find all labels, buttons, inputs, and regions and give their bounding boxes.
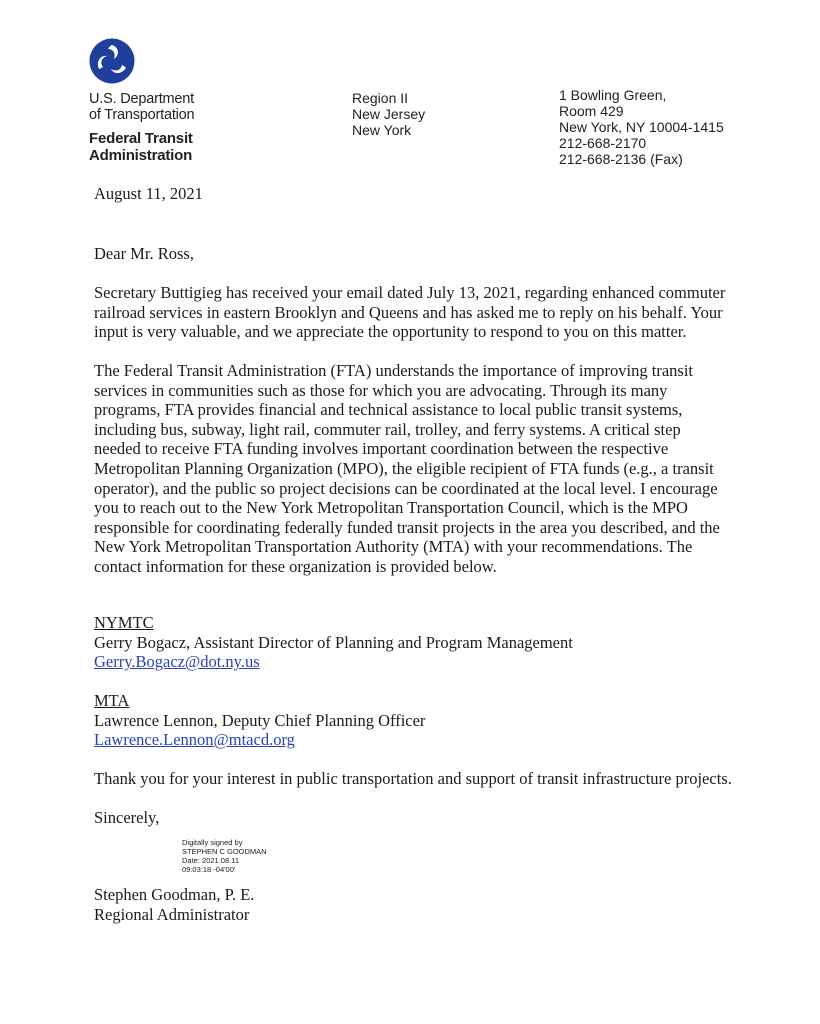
valediction: Sincerely, [94, 808, 160, 827]
region-name: Region II [352, 90, 409, 106]
paragraph-2-line: services in communities such as those for which you are advocating. Through its many [94, 380, 668, 400]
paragraph-2-line: you to reach out to the New York Metropolitan Transportation Council, which is the MPO [94, 498, 688, 518]
paragraph-1-line: railroad services in eastern Brooklyn and Queens and has asked me to reply on his behalf. Your [94, 302, 723, 322]
paragraph-2-line: needed to receive FTA funding involves important coordination between the respective [94, 439, 669, 459]
letter-date: August 11, 2021 [94, 184, 203, 203]
org-agency-line2: Administration [89, 147, 193, 164]
org-agency-line1: Federal Transit [89, 130, 193, 147]
signature-line: Digitally signed by [182, 838, 243, 847]
digital-signature-stamp [182, 838, 267, 874]
signature-date: Date: 2021.08.11 [182, 856, 239, 865]
contact-person: Gerry Bogacz, Assistant Director of Planning and Program Management [94, 632, 573, 652]
org-department-line2: of Transportation [89, 107, 195, 123]
address-fax: 212-668-2136 (Fax) [559, 151, 683, 167]
paragraph-2-line: contact information for these organization is provided below. [94, 556, 497, 576]
org-department-line1: U.S. Department [89, 91, 194, 107]
paragraph-2-line: operator), and the public so project decisions can be coordinated at the local level. I encourage [94, 478, 718, 498]
address-phone: 212-668-2170 [559, 135, 647, 151]
address-street: 1 Bowling Green, [559, 87, 667, 103]
signature-signer: STEPHEN C GOODMAN [182, 847, 267, 856]
closing-paragraph: Thank you for your interest in public transportation and support of transit infrastructure projects. [94, 769, 732, 788]
address-room: Room 429 [559, 103, 624, 119]
signer-name: Stephen Goodman, P. E. [94, 885, 255, 904]
signer-title: Regional Administrator [94, 904, 250, 924]
contact-nymtc [94, 613, 573, 672]
paragraph-2-line: including bus, subway, light rail, commuter rail, trolley, and ferry systems. A critical step [94, 419, 681, 439]
contact-email-link[interactable]: Gerry.Bogacz@dot.ny.us [94, 652, 260, 672]
paragraph-2-line: programs, FTA provides financial and technical assistance to local public transit systems, [94, 400, 683, 420]
signer-block [94, 885, 254, 924]
signature-time: 09:03:18 -04'00' [182, 865, 236, 874]
paragraph-2 [94, 361, 754, 577]
contact-org-heading: MTA [94, 691, 130, 710]
contact-email-link[interactable]: Lawrence.Lennon@mtacd.org [94, 730, 295, 750]
paragraph-2-line: Metropolitan Planning Organization (MPO), the eligible recipient of FTA funds (e.g., a transit [94, 458, 714, 478]
contact-org-heading: NYMTC [94, 613, 154, 632]
contact-person: Lawrence Lennon, Deputy Chief Planning Officer [94, 710, 426, 730]
region-state-ny: New York [352, 122, 412, 138]
paragraph-1-line: input is very valuable, and we appreciate the opportunity to respond to you on this matter. [94, 322, 687, 342]
paragraph-1 [94, 283, 754, 342]
contact-mta [94, 691, 425, 750]
region-state-nj: New Jersey [352, 106, 426, 122]
salutation: Dear Mr. Ross, [94, 244, 194, 263]
paragraph-1-line: Secretary Buttigieg has received your email dated July 13, 2021, regarding enhanced commuter [94, 283, 726, 302]
paragraph-2-line: The Federal Transit Administration (FTA) understands the importance of improving transit [94, 361, 694, 380]
dot-logo-icon [89, 38, 135, 84]
paragraph-2-line: New York Metropolitan Transportation Authority (MTA) with your recommendations. The [94, 537, 693, 557]
paragraph-2-line: responsible for coordinating federally funded transit projects in the area you described, and the [94, 517, 720, 537]
address-city: New York, NY 10004-1415 [559, 119, 724, 135]
